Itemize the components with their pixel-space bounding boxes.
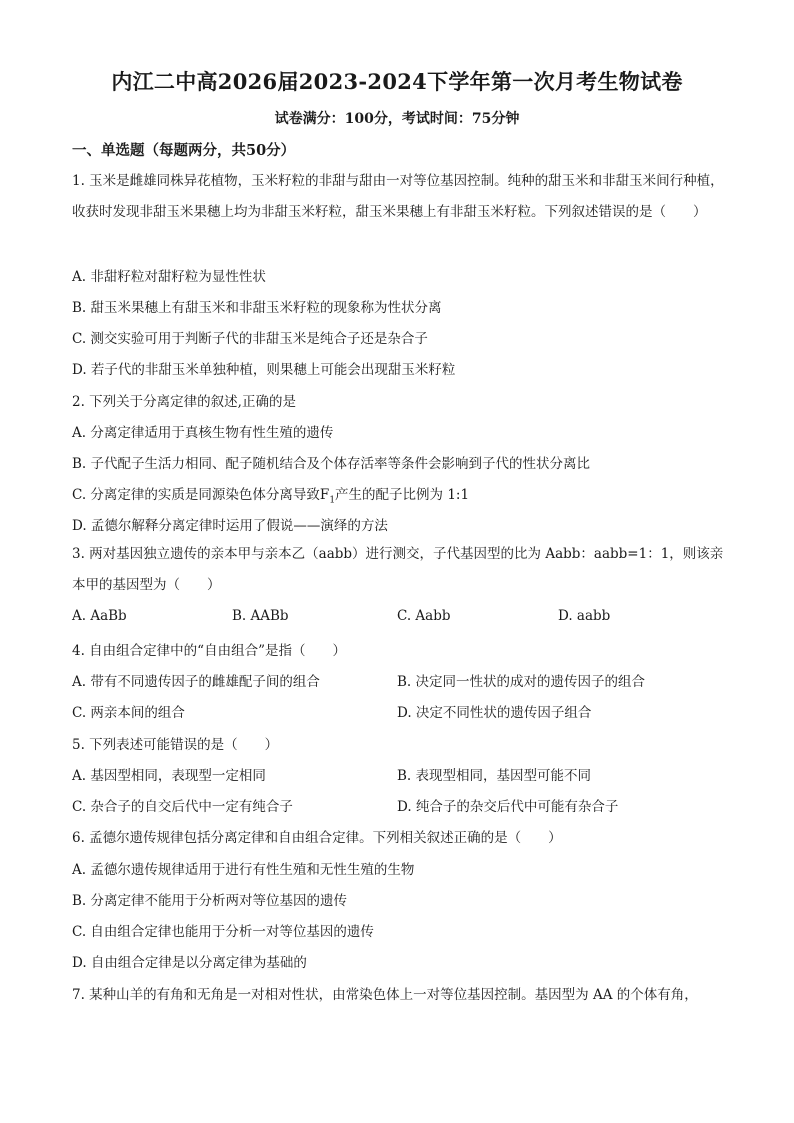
question-4-stem: 4. 自由组合定律中的“自由组合”是指（ ）	[72, 643, 346, 659]
exam-title: 内江二中高2026届2023-2024下学年第一次月考生物试卷	[111, 69, 683, 94]
q2-option-c-sub: 1	[329, 495, 336, 506]
q6-option-b: B. 分离定律不能用于分析两对等位基因的遗传	[72, 893, 348, 909]
q5-option-a: A. 基因型相同，表现型一定相同	[72, 768, 266, 784]
q2-option-a: A. 分离定律适用于真核生物有性生殖的遗传	[72, 425, 334, 441]
q6-option-a: A. 孟德尔遗传规律适用于进行有性生殖和无性生殖的生物	[72, 862, 415, 878]
q4-option-d: D. 决定不同性状的遗传因子组合	[397, 705, 592, 721]
q5-option-b: B. 表现型相同，基因型可能不同	[397, 768, 592, 784]
q2-option-c-pre: C. 分离定律的实质是同源染色体分离导致F	[72, 487, 330, 503]
q2-option-b: B. 子代配子生活力相同、配子随机结合及个体存活率等条件会影响到子代的性状分离比	[72, 456, 591, 472]
q1-option-d: D. 若子代的非甜玉米单独种植，则果穗上可能会出现甜玉米籽粒	[72, 362, 456, 378]
question-2-stem: 2. 下列关于分离定律的叙述,正确的是	[72, 394, 296, 410]
q6-option-d: D. 自由组合定律是以分离定律为基础的	[72, 955, 307, 971]
question-5-stem: 5. 下列表述可能错误的是（ ）	[72, 737, 279, 753]
q3-option-d: D. aabb	[558, 608, 611, 624]
q2-option-c-post: 产生的配子比例为 1:1	[335, 487, 470, 503]
q4-option-c: C. 两亲本间的组合	[72, 705, 185, 721]
q1-option-c: C. 测交实验可用于判断子代的非甜玉米是纯合子还是杂合子	[72, 331, 428, 347]
q3-option-b: B. AABb	[232, 608, 289, 624]
q3-option-a: A. AaBb	[72, 608, 127, 624]
q5-option-d: D. 纯合子的杂交后代中可能有杂合子	[397, 799, 619, 815]
question-7-stem: 7. 某种山羊的有角和无角是一对相对性状，由常染色体上一对等位基因控制。基因型为 AA 的个体有角，	[72, 987, 698, 1003]
exam-subtitle: 试卷满分：100分，考试时间：75分钟	[274, 111, 520, 127]
q2-option-c	[72, 483, 469, 506]
q2-option-d: D. 孟德尔解释分离定律时运用了假说——演绎的方法	[72, 518, 388, 534]
q4-option-b: B. 决定同一性状的成对的遗传因子的组合	[397, 674, 646, 690]
q1-option-b: B. 甜玉米果穗上有甜玉米和非甜玉米籽粒的现象称为性状分离	[72, 300, 442, 316]
q4-option-a: A. 带有不同遗传因子的雌雄配子间的组合	[72, 674, 320, 690]
q1-option-a: A. 非甜籽粒对甜籽粒为显性性状	[72, 269, 266, 285]
q6-option-c: C. 自由组合定律也能用于分析一对等位基因的遗传	[72, 924, 374, 940]
q3-option-c: C. Aabb	[397, 608, 451, 624]
question-6-stem: 6. 孟德尔遗传规律包括分离定律和自由组合定律。下列相关叙述正确的是（ ）	[72, 830, 562, 846]
section-heading: 一、单选题（每题两分，共50分）	[72, 142, 296, 159]
question-1-stem: 1. 玉米是雌雄同株异花植物，玉米籽粒的非甜与甜由一对等位基因控制。纯种的甜玉米和非甜玉米间行种植，收获时发现非甜玉米果穗上均为非甜玉米籽粒，甜玉米果穗上有非甜玉米籽粒。下列叙述错误的是（ ）	[72, 173, 724, 220]
q5-option-c: C. 杂合子的自交后代中一定有纯合子	[72, 799, 293, 815]
question-3-stem: 3. 两对基因独立遗传的亲本甲与亲本乙（aabb）进行测交，子代基因型的比为 Aabb：aabb=1：1，则该亲本甲的基因型为（ ）	[72, 546, 724, 593]
